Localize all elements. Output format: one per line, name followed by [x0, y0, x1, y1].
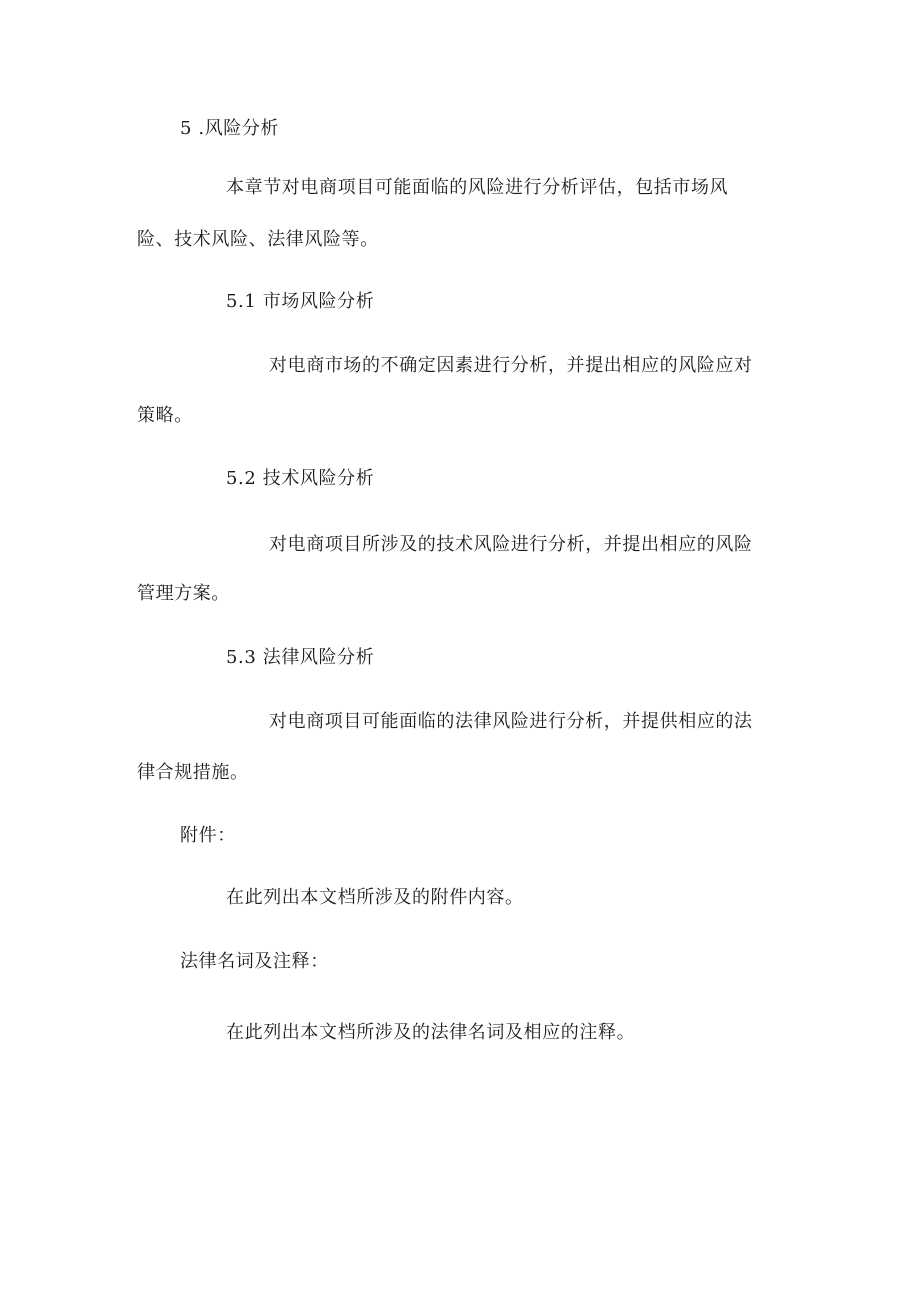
subsection-heading-tech-risk: 5.2 技术风险分析 [226, 468, 375, 489]
legal-risk-paragraph-line-1: 对电商项目可能面临的法律风险进行分析，并提供相应的法 [269, 711, 753, 732]
market-risk-paragraph-line-1: 对电商市场的不确定因素进行分析，并提出相应的风险应对 [269, 355, 753, 376]
glossary-text: 在此列出本文档所涉及的法律名词及相应的注释。 [226, 1022, 636, 1043]
intro-paragraph-line-1: 本章节对电商项目可能面临的风险进行分析评估，包括市场风 [226, 177, 729, 198]
tech-risk-paragraph-line-1: 对电商项目所涉及的技术风险进行分析，并提出相应的风险 [269, 534, 753, 555]
market-risk-paragraph-line-2: 策略。 [137, 405, 193, 426]
tech-risk-paragraph-line-2: 管理方案。 [137, 583, 230, 604]
attachments-text: 在此列出本文档所涉及的附件内容。 [226, 887, 524, 908]
subsection-heading-market-risk: 5.1 市场风险分析 [226, 291, 375, 312]
attachments-heading: 附件： [180, 825, 236, 846]
legal-risk-paragraph-line-2: 律合规措施。 [137, 762, 249, 783]
section-heading: 5 .风险分析 [180, 118, 280, 139]
intro-paragraph-line-2: 险、技术风险、法律风险等。 [137, 229, 379, 250]
glossary-heading: 法律名词及注释： [180, 951, 329, 972]
subsection-heading-legal-risk: 5.3 法律风险分析 [226, 647, 375, 668]
